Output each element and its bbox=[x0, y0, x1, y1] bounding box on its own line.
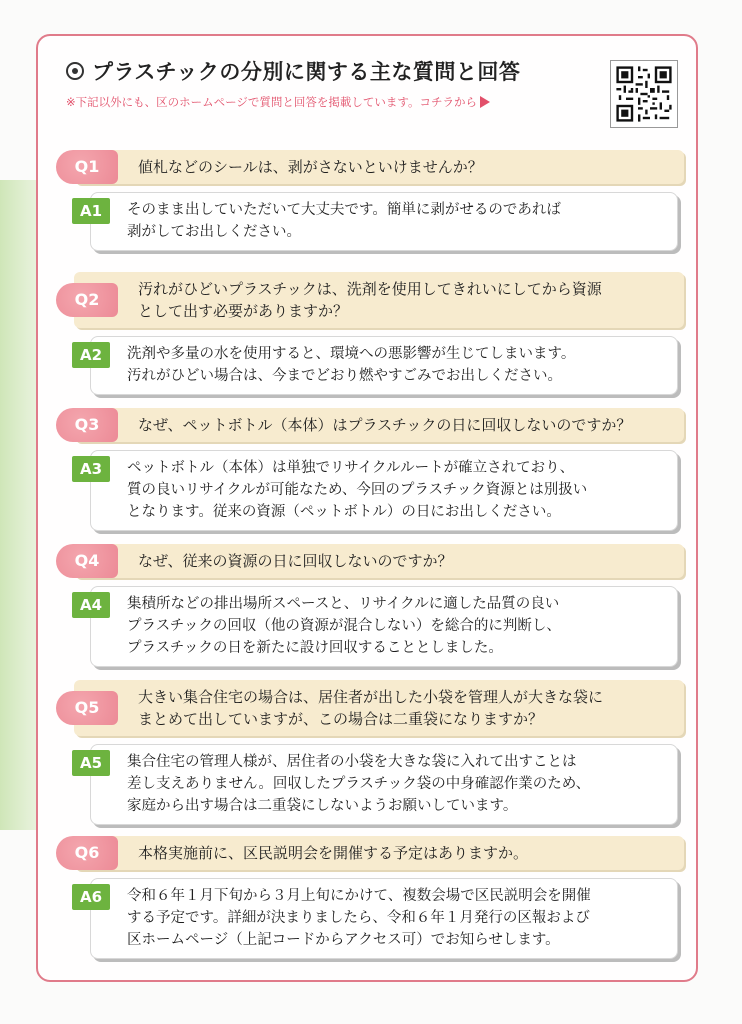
question-bar bbox=[74, 150, 684, 184]
question-badge: Q2 bbox=[56, 283, 118, 317]
answer-line: 差し支えありません。回収したプラスチック袋の中身確認作業のため、 bbox=[127, 776, 591, 792]
arrow-right-icon bbox=[480, 96, 490, 108]
answer-badge: A6 bbox=[72, 884, 110, 910]
question-line: 大きい集合住宅の場合は、居住者が出した小袋を管理人が大きな袋に bbox=[138, 688, 604, 706]
answer-line: ペットボトル（本体）は単独でリサイクルルートが確立されており、 bbox=[127, 460, 575, 476]
answer-badge: A2 bbox=[72, 342, 110, 368]
header bbox=[66, 56, 676, 110]
answer-row bbox=[72, 336, 678, 395]
homepage-note bbox=[66, 94, 676, 110]
qa-item-1 bbox=[56, 150, 684, 251]
page-title bbox=[66, 56, 676, 86]
answer-line: 令和６年１月下旬から３月上旬にかけて、複数会場で区民説明会を開催 bbox=[127, 888, 591, 904]
answer-line: 集合住宅の管理人様が、居住者の小袋を大きな袋に入れて出すことは bbox=[127, 754, 577, 770]
answer-line: 集積所などの排出場所スペースと、リサイクルに適した品質の良い bbox=[127, 596, 560, 612]
question-bar bbox=[74, 680, 684, 736]
question-bar bbox=[74, 408, 684, 442]
answer-box bbox=[90, 450, 678, 531]
homepage-note-text: ※下記以外にも、区のホームページで質問と回答を掲載しています。コチラから bbox=[66, 95, 477, 109]
answer-row bbox=[72, 450, 678, 531]
question-line: として出す必要がありますか？ bbox=[138, 302, 349, 320]
qa-item-2 bbox=[56, 272, 684, 395]
answer-line: 洗剤や多量の水を使用すると、環境への悪影響が生じてしまいます。 bbox=[127, 346, 576, 362]
qa-item-3 bbox=[56, 408, 684, 531]
answer-badge: A5 bbox=[72, 750, 110, 776]
answer-box bbox=[90, 878, 678, 959]
qa-item-4 bbox=[56, 544, 684, 667]
question-line: 汚れがひどいプラスチックは、洗剤を使用してきれいにしてから資源 bbox=[138, 280, 602, 298]
answer-row bbox=[72, 744, 678, 825]
answer-box bbox=[90, 586, 678, 667]
question-line: なぜ、従来の資源の日に回収しないのですか？ bbox=[138, 552, 453, 570]
answer-line: する予定です。詳細が決まりましたら、令和６年１月発行の区報および bbox=[127, 910, 590, 926]
answer-line: 剥がしてお出しください。 bbox=[127, 224, 301, 240]
page-title-text: プラスチックの分別に関する主な質問と回答 bbox=[92, 60, 521, 84]
answer-box bbox=[90, 336, 678, 395]
answer-line: 汚れがひどい場合は、今までどおり燃やすごみでお出しください。 bbox=[127, 368, 562, 384]
answer-badge: A3 bbox=[72, 456, 110, 482]
answer-line: そのまま出していただいて大丈夫です。簡単に剥がせるのであれば bbox=[127, 202, 561, 218]
qa-item-6 bbox=[56, 836, 684, 959]
question-line: 本格実施前に、区民説明会を開催する予定はありますか。 bbox=[138, 844, 529, 862]
question-badge: Q6 bbox=[56, 836, 118, 870]
answer-line: 家庭から出す場合は二重袋にしないようお願いしています。 bbox=[127, 798, 518, 814]
answer-line: となります。従来の資源（ペットボトル）の日にお出しください。 bbox=[127, 504, 561, 520]
answer-line: プラスチックの日を新たに設け回収することとしました。 bbox=[127, 640, 503, 656]
question-badge: Q5 bbox=[56, 691, 118, 725]
question-line: まとめて出していますが、この場合は二重袋になりますか？ bbox=[138, 710, 544, 728]
qr-code[interactable] bbox=[610, 60, 678, 128]
answer-row bbox=[72, 192, 678, 251]
answer-badge: A4 bbox=[72, 592, 110, 618]
qa-item-5 bbox=[56, 680, 684, 825]
question-line: 値札などのシールは、剥がさないといけませんか？ bbox=[138, 158, 483, 176]
question-bar bbox=[74, 836, 684, 870]
faq-panel bbox=[36, 34, 698, 982]
answer-box bbox=[90, 192, 678, 251]
answer-row bbox=[72, 586, 678, 667]
answer-badge: A1 bbox=[72, 198, 110, 224]
question-bar bbox=[74, 272, 684, 328]
bullet-icon bbox=[66, 62, 84, 80]
question-badge: Q1 bbox=[56, 150, 118, 184]
question-bar bbox=[74, 544, 684, 578]
qr-code-icon bbox=[614, 64, 674, 124]
question-badge: Q3 bbox=[56, 408, 118, 442]
question-badge: Q4 bbox=[56, 544, 118, 578]
answer-line: 質の良いリサイクルが可能なため、今回のプラスチック資源とは別扱い bbox=[127, 482, 588, 498]
answer-line: プラスチックの回収（他の資源が混合しない）を総合的に判断し、 bbox=[127, 618, 561, 634]
answer-line: 区ホームページ（上記コードからアクセス可）でお知らせします。 bbox=[127, 932, 560, 948]
answer-box bbox=[90, 744, 678, 825]
question-line: なぜ、ペットボトル（本体）はプラスチックの日に回収しないのですか？ bbox=[138, 416, 632, 434]
answer-row bbox=[72, 878, 678, 959]
